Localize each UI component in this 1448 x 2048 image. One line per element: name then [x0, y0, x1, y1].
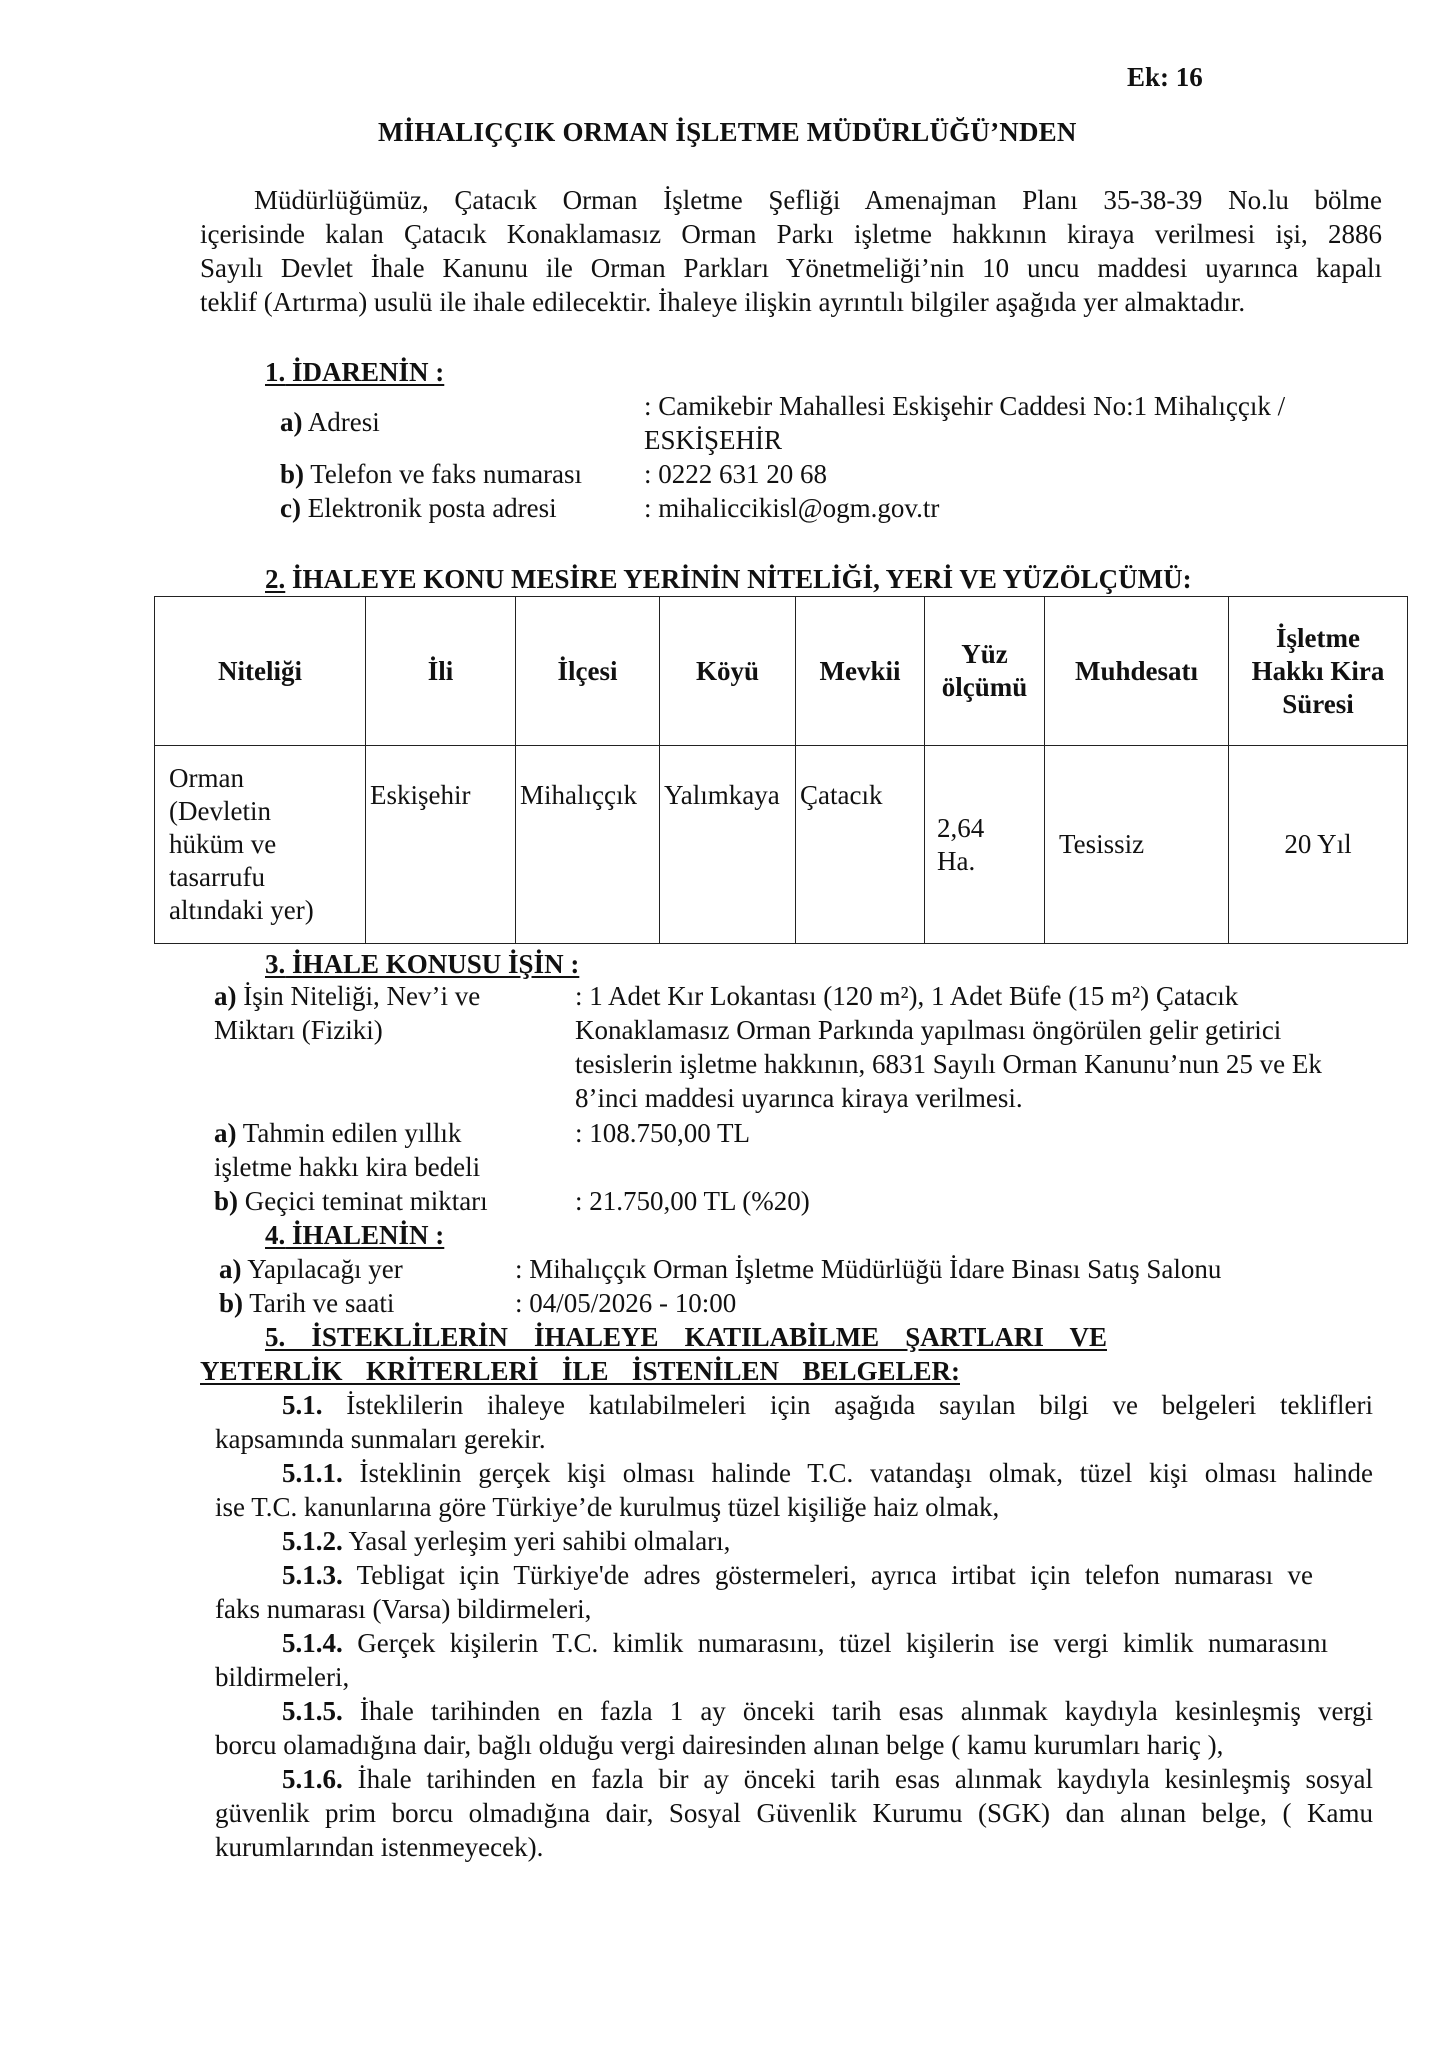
- header-yuzolcumu: Yüz ölçümü: [925, 597, 1045, 746]
- section-2-title: İHALEYE KONU MESİRE YERİNİN NİTELİĞİ, YERİ VE YÜZÖLÇÜMÜ:: [285, 564, 1192, 594]
- location-table: [154, 596, 1408, 944]
- email-label: c) Elektronik posta adresi: [280, 493, 557, 523]
- header-muhdesat: Muhdesatı: [1045, 597, 1229, 746]
- job-nature-value-4: 8’inci maddesi uyarınca kiraya verilmesi.: [575, 1083, 1023, 1113]
- cell-koy: Yalımkaya: [660, 746, 796, 944]
- item-5-1-1-line-1: 5.1.1. İsteklinin gerçek kişi olması halinde T.C. vatandaşı olmak, tüzel kişi olması halinde: [282, 1458, 1373, 1488]
- email-value: : mihaliccikisl@ogm.gov.tr: [644, 493, 940, 523]
- item-5-1-2-line-1: 5.1.2. Yasal yerleşim yeri sahibi olmaları,: [282, 1526, 731, 1556]
- cell-yuzolcumu: 2,64 Ha.: [925, 746, 1045, 944]
- item-5-1-6-line-2: güvenlik prim borcu olmadığına dair, Sosyal Güvenlik Kurumu (SGK) dan alınan belge, ( Kamu: [215, 1798, 1373, 1828]
- item-5-1-5-line-1: 5.1.5. İhale tarihinden en fazla 1 ay önceki tarih esas alınmak kaydıyla kesinleşmiş vergi: [282, 1696, 1373, 1726]
- table-row: [155, 746, 1408, 944]
- rent-label-1: a) Tahmin edilen yıllık: [214, 1118, 462, 1148]
- phone-label: b) Telefon ve faks numarası: [280, 459, 583, 489]
- intro-line-3: Sayılı Devlet İhale Kanunu ile Orman Parkları Yönetmeliği’nin 10 uncu maddesi uyarınca kapalı: [200, 253, 1382, 283]
- section-1-heading: [265, 356, 444, 389]
- guarantee-value: : 21.750,00 TL (%20): [575, 1186, 810, 1216]
- cell-ilce: Mihalıççık: [516, 746, 660, 944]
- intro-line-4: teklif (Artırma) usulü ile ihale edilecektir. İhaleye ilişkin ayrıntılı bilgiler aşağıda yer almaktadır.: [200, 287, 1246, 317]
- section-3-title: İHALE KONUSU İŞİN :: [285, 949, 580, 979]
- section-5-heading-1: 5. İSTEKLİLERİN İHALEYE KATILABİLME ŞARTLARI VE: [265, 1322, 1107, 1352]
- section-2-number: 2.: [265, 564, 286, 594]
- phone-value: : 0222 631 20 68: [644, 459, 828, 489]
- venue-label: a) Yapılacağı yer: [219, 1254, 403, 1284]
- venue-value: : Mihalıççık Orman İşletme Müdürlüğü İdare Binası Satış Salonu: [515, 1254, 1222, 1284]
- section-5-heading-2: YETERLİK KRİTERLERİ İLE İSTENİLEN BELGELER:: [200, 1356, 960, 1386]
- item-5-1-3-line-2: faks numarası (Varsa) bildirmeleri,: [215, 1594, 592, 1624]
- section-3-number: 3.: [265, 949, 286, 979]
- section-1-number: 1.: [265, 357, 286, 387]
- address-value-line-2: ESKİŞEHİR: [644, 425, 783, 455]
- job-nature-label-1: a) İşin Niteliği, Nev’i ve: [214, 981, 481, 1011]
- header-il: İli: [366, 597, 516, 746]
- cell-muhdesat: Tesissiz: [1045, 746, 1229, 944]
- header-ilce: İlçesi: [516, 597, 660, 746]
- address-value-line-1: : Camikebir Mahallesi Eskişehir Caddesi No:1 Mihalıççık /: [644, 391, 1286, 421]
- cell-kira-suresi: 20 Yıl: [1229, 746, 1408, 944]
- item-5-1-5-line-2: borcu olamadığına dair, bağlı olduğu vergi dairesinden alınan belge ( kamu kurumları hariç ),: [215, 1730, 1224, 1760]
- rent-value: : 108.750,00 TL: [575, 1118, 750, 1148]
- address-label: a) Adresi: [280, 407, 380, 437]
- intro-line-1: Müdürlüğümüz, Çatacık Orman İşletme Şefliği Amenajman Planı 35-38-39 No.lu bölme: [254, 185, 1382, 215]
- job-nature-value-1: : 1 Adet Kır Lokantası (120 m²), 1 Adet Büfe (15 m²) Çatacık: [575, 981, 1239, 1011]
- header-mevki: Mevkii: [796, 597, 925, 746]
- item-5-1-6-line-1: 5.1.6. İhale tarihinden en fazla bir ay önceki tarih esas alınmak kaydıyla kesinleşmiş sosyal: [282, 1764, 1373, 1794]
- item-5-1-6-line-3: kurumlarından istenmeyecek).: [215, 1832, 544, 1862]
- header-kira-suresi: İşletme Hakkı Kira Süresi: [1229, 597, 1408, 746]
- item-5-1-4-line-2: bildirmeleri,: [215, 1662, 350, 1692]
- section-4-number: 4.: [265, 1220, 286, 1250]
- job-nature-value-3: tesislerin işletme hakkının, 6831 Sayılı Orman Kanunu’nun 25 ve Ek: [575, 1049, 1322, 1079]
- intro-line-2: içerisinde kalan Çatacık Konaklamasız Orman Parkı işletme hakkının kiraya verilmesi işi, 2886: [200, 219, 1382, 249]
- table-header-row: [155, 597, 1408, 746]
- page-title: MİHALIÇÇIK ORMAN İŞLETME MÜDÜRLÜĞÜ’NDEN: [378, 117, 1077, 147]
- header-nitelik: Niteliği: [155, 597, 366, 746]
- cell-il: Eskişehir: [366, 746, 516, 944]
- section-2-heading: [265, 563, 1192, 596]
- section-3-heading: [265, 948, 579, 981]
- item-5-1-line-2: kapsamında sunmaları gerekir.: [215, 1424, 546, 1454]
- item-5-1-line-1: 5.1. İsteklilerin ihaleye katılabilmeleri için aşağıda sayılan bilgi ve belgeleri teklifleri: [282, 1390, 1373, 1420]
- guarantee-label: b) Geçici teminat miktarı: [214, 1186, 488, 1216]
- item-5-1-3-line-1: 5.1.3. Tebligat için Türkiye'de adres göstermeleri, ayrıca irtibat için telefon numarası ve: [282, 1560, 1313, 1590]
- header-koy: Köyü: [660, 597, 796, 746]
- datetime-label: b) Tarih ve saati: [219, 1288, 395, 1318]
- cell-mevki: Çatacık: [796, 746, 925, 944]
- item-5-1-4-line-1: 5.1.4. Gerçek kişilerin T.C. kimlik numarasını, tüzel kişilerin ise vergi kimlik numarasını: [282, 1628, 1328, 1658]
- job-nature-value-2: Konaklamasız Orman Parkında yapılması öngörülen gelir getirici: [575, 1015, 1282, 1045]
- annex-number: Ek: 16: [1127, 62, 1203, 92]
- job-nature-label-2: Miktarı (Fiziki): [214, 1015, 383, 1045]
- cell-nitelik: Orman (Devletin hüküm ve tasarrufu altındaki yer): [155, 746, 366, 944]
- section-4-heading: [265, 1219, 444, 1252]
- section-1-title: İDARENİN :: [285, 357, 445, 387]
- rent-label-2: işletme hakkı kira bedeli: [214, 1152, 481, 1182]
- section-4-title: İHALENİN :: [285, 1220, 445, 1250]
- datetime-value: : 04/05/2026 - 10:00: [515, 1288, 737, 1318]
- item-5-1-1-line-2: ise T.C. kanunlarına göre Türkiye’de kurulmuş tüzel kişiliğe haiz olmak,: [215, 1492, 1000, 1522]
